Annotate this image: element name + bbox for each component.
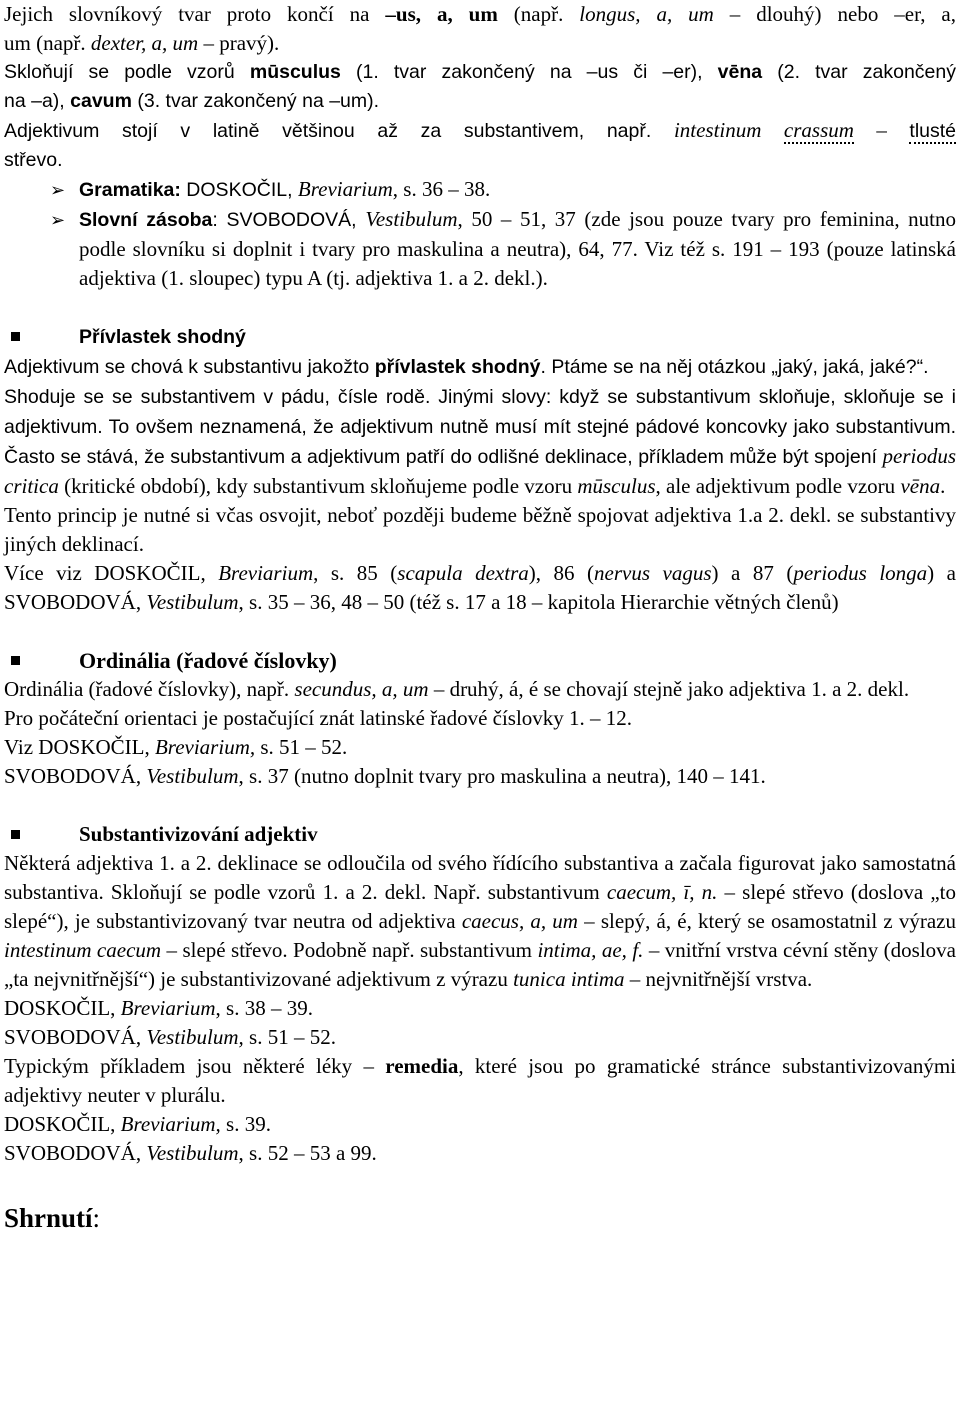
section-heading-ordinals: Ordinália (řadové číslovky) (4, 646, 956, 675)
square-bullet-icon (11, 332, 20, 341)
square-bullet-icon (11, 656, 20, 665)
arrow-bullet-icon: ➢ (50, 180, 66, 201)
section-heading-attribute: Přívlastek shodný (4, 322, 956, 352)
sec3-para-2: Typickým příkladem jsou některé léky – remedia, které jsou po gramatické stránce substantivizovanými adjektivy neuter v plurálu. (4, 1054, 956, 1107)
sec2-para-2: Pro počáteční orientaci je postačující znát latinské řadové číslovky 1. – 12. (4, 706, 633, 730)
sec1-para-1: Adjektivum se chová k substantivu jakožto přívlastek shodný. Ptáme se na něj otázkou „jaký, jaká, jaké?“. (4, 356, 929, 378)
sec3-ref-3: DOSKOČIL, Breviarium, s. 39. (4, 1112, 271, 1136)
ref-grammar: ➢ Gramatika: DOSKOČIL, Breviarium, s. 36 – 38. (4, 175, 956, 205)
sec2-ref-2: SVOBODOVÁ, Vestibulum, s. 37 (nutno doplnit tvary pro maskulina a neutra), 140 – 141. (4, 764, 766, 788)
document-page (4, 0, 956, 1235)
arrow-bullet-icon: ➢ (50, 210, 66, 231)
ref-vocabulary: ➢ Slovní zásoba: SVOBODOVÁ, Vestibulum, 50 – 51, 37 (zde jsou pouze tvary pro feminina, nutno podle slovníku si doplnit i tvary pro maskulina a neutra), 64, 77. Viz též s. 191 – 193 (pouze latinská adjektiva (1. sloupec) typu A (tj. adjektiva 1. a 2. dekl.). (50, 207, 956, 290)
spellcheck-mark: crassum (783, 118, 854, 142)
summary-heading: Shrnutí: (4, 1203, 101, 1233)
square-bullet-icon (11, 830, 20, 839)
intro-line-3: Skloňují se podle vzorů mūsculus (1. tvar zakončený na –us či –er), vēna (2. tvar zakončený (4, 61, 956, 83)
sec3-para-1: Některá adjektiva 1. a 2. deklinace se odloučila od svého řídícího substantiva a začala figurovat jako samostatná substantiva. Skloňují se podle vzorů 1. a 2. dekl. Např. substantivum caecum, ī, n. – slepé střevo (doslova „to slepé“), je substantivizovaný tvar neutra od adjektiva caecus, a, um – slepý, á, é, který se osamostatnil z výrazu intestinum caecum – slepé střevo. Podobně např. substantivum intima, ae, f. – vnitřní vrstva cévní stěny (doslova „ta nejvnitřnější“) je substantivizované adjektivum z výrazu tunica intima – nejvnitřnější vrstva. (4, 851, 957, 991)
sec3-ref-1: DOSKOČIL, Breviarium, s. 38 – 39. (4, 996, 313, 1020)
sec3-ref-2: SVOBODOVÁ, Vestibulum, s. 51 – 52. (4, 1025, 336, 1049)
sec1-para-4: Více viz DOSKOČIL, Breviarium, s. 85 (scapula dextra), 86 (nervus vagus) a 87 (periodus longa) a SVOBODOVÁ, Vestibulum, s. 35 – 36, 48 – 50 (též s. 17 a 18 – kapitola Hierarchie větných členů) (4, 561, 956, 614)
sec3-ref-4: SVOBODOVÁ, Vestibulum, s. 52 – 53 a 99. (4, 1141, 377, 1165)
spellcheck-mark: tlusté (909, 120, 957, 142)
intro-line-4: na –a), cavum (3. tvar zakončený na –um). (4, 90, 380, 112)
sec1-para-3: Tento princip je nutné si včas osvojit, neboť později budeme běžně spojovat adjektiva 1.a 2. dekl. se substantivy jiných deklinací. (4, 503, 956, 556)
sec2-ref-1: Viz DOSKOČIL, Breviarium, s. 51 – 52. (4, 735, 348, 759)
intro-line-6: střevo. (4, 149, 63, 171)
intro-line-1: Jejich slovníkový tvar proto končí na –us, a, um (např. longus, a, um – dlouhý) nebo –er, a, (4, 2, 956, 26)
intro-line-5: Adjektivum stojí v latině většinou až za substantivem, např. intestinum crassum – tlusté (4, 118, 957, 142)
sec2-para-1: Ordinália (řadové číslovky), např. secundus, a, um – druhý, á, é se chovají stejně jako adjektiva 1. a 2. dekl. (4, 677, 910, 701)
intro-line-2: um (např. dexter, a, um – pravý). (4, 31, 280, 55)
sec1-para-2: Shoduje se se substantivem v pádu, čísle rodě. Jinými slovy: když se substantivum skloňuje, skloňuje se i adjektivum. To ovšem neznamená, že adjektivum nutně musí mít stejné pádové koncovky jako substantivum. Často se stává, že substantivum a adjektivum patří do odlišné deklinace, příkladem může být spojení periodus critica (kritické období), kdy substantivum skloňujeme podle vzoru mūsculus, ale adjektivum podle vzoru vēna. (4, 386, 956, 498)
section-heading-substantivization: Substantivizování adjektiv (4, 820, 956, 849)
